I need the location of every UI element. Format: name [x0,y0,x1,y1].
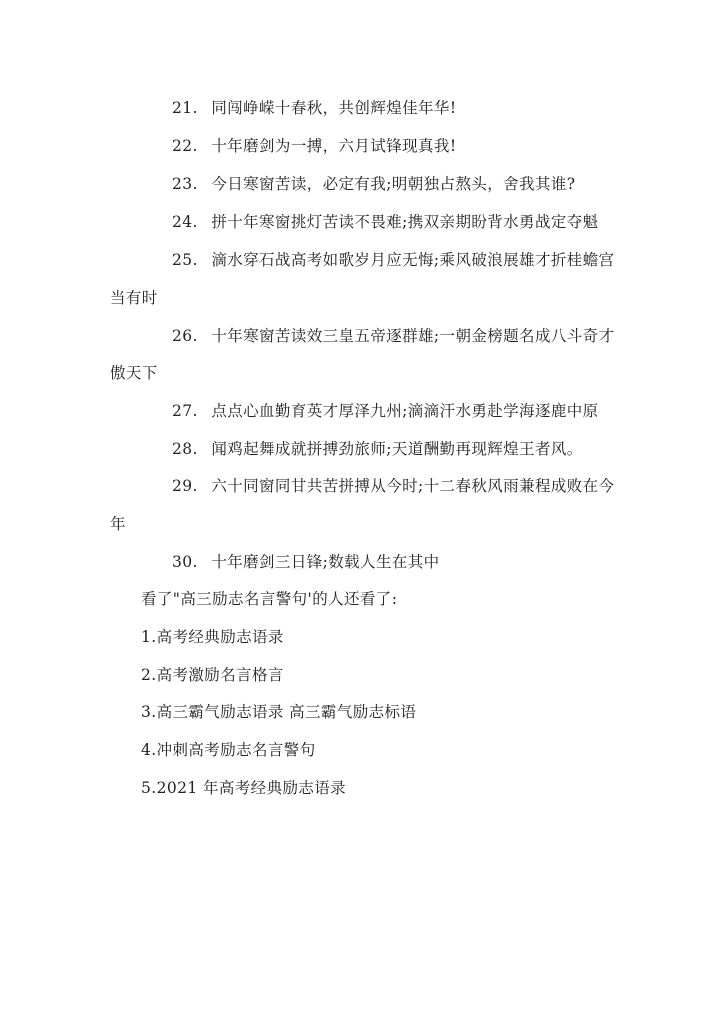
quote-text: 同闯峥嵘十春秋，共创辉煌佳年华! [211,99,457,117]
quote-text: 点点心血勤育英才厚泽九州;滴滴汗水勇赴学海逐鹿中原 [211,402,599,420]
related-link[interactable] [141,663,284,685]
related-link-text[interactable]: 冲刺高考励志名言警句 [156,741,316,759]
quote-line [172,550,440,572]
quote-number: 30. [172,553,198,571]
related-link-text[interactable]: 高考激励名言格言 [156,666,284,684]
related-link-text[interactable]: 高三霸气励志语录 高三霸气励志标语 [156,703,417,721]
quote-line [172,399,599,421]
quote-line [172,248,614,270]
list-number: 4. [141,741,157,759]
quote-line [172,437,583,459]
list-number: 5. [141,779,157,797]
list-number: 2. [141,666,157,684]
list-number: 3. [141,703,157,721]
quote-number: 21. [172,99,198,117]
quote-line [172,96,456,118]
quote-line [172,210,599,232]
related-link[interactable] [141,625,284,647]
quote-text: 今日寒窗苦读，必定有我;明朝独占熬头，舍我其谁? [211,175,576,193]
quote-text: 拼十年寒窗挑灯苦读不畏难;携双亲期盼背水勇战定夺魁 [211,213,599,231]
related-link-text[interactable]: 高考经典励志语录 [156,628,284,646]
quote-text: 十年磨剑为一搏，六月试锋现真我! [211,137,457,155]
quote-text: 六十同窗同甘共苦拼搏从今时;十二春秋风雨兼程成败在今 [211,477,615,495]
quote-text: 十年磨剑三日锋;数载人生在其中 [211,553,440,571]
quote-continuation: 傲天下 [110,364,158,382]
quote-number: 29. [172,477,198,495]
quote-text: 闻鸡起舞成就拼搏劲旅师;天道酬勤再现辉煌王者风。 [211,440,583,458]
quote-line [172,324,614,346]
quote-number: 22. [172,137,198,155]
quote-number: 23. [172,175,198,193]
quote-text: 十年寒窗苦读效三皇五帝逐群雄;一朝金榜题名成八斗奇才 [211,327,615,345]
quote-number: 28. [172,440,198,458]
related-link[interactable] [141,700,416,722]
quote-number: 24. [172,213,198,231]
quote-text: 滴水穿石战高考如歌岁月应无悔;乘风破浪展雄才折桂蟾宫 [211,251,615,269]
related-link[interactable] [141,738,316,760]
quote-line [172,172,575,194]
quote-continuation: 年 [110,515,126,533]
related-link-text[interactable]: 2021 年高考经典励志语录 [156,779,347,797]
related-link[interactable] [141,776,346,798]
list-number: 1. [141,628,157,646]
related-heading: 看了"高三励志名言警句'的人还看了: [141,590,398,608]
quote-number: 27. [172,402,198,420]
quote-line [172,134,456,156]
quote-number: 25. [172,251,198,269]
quote-line [172,474,614,496]
quote-number: 26. [172,327,198,345]
quote-continuation: 当有时 [110,289,158,307]
